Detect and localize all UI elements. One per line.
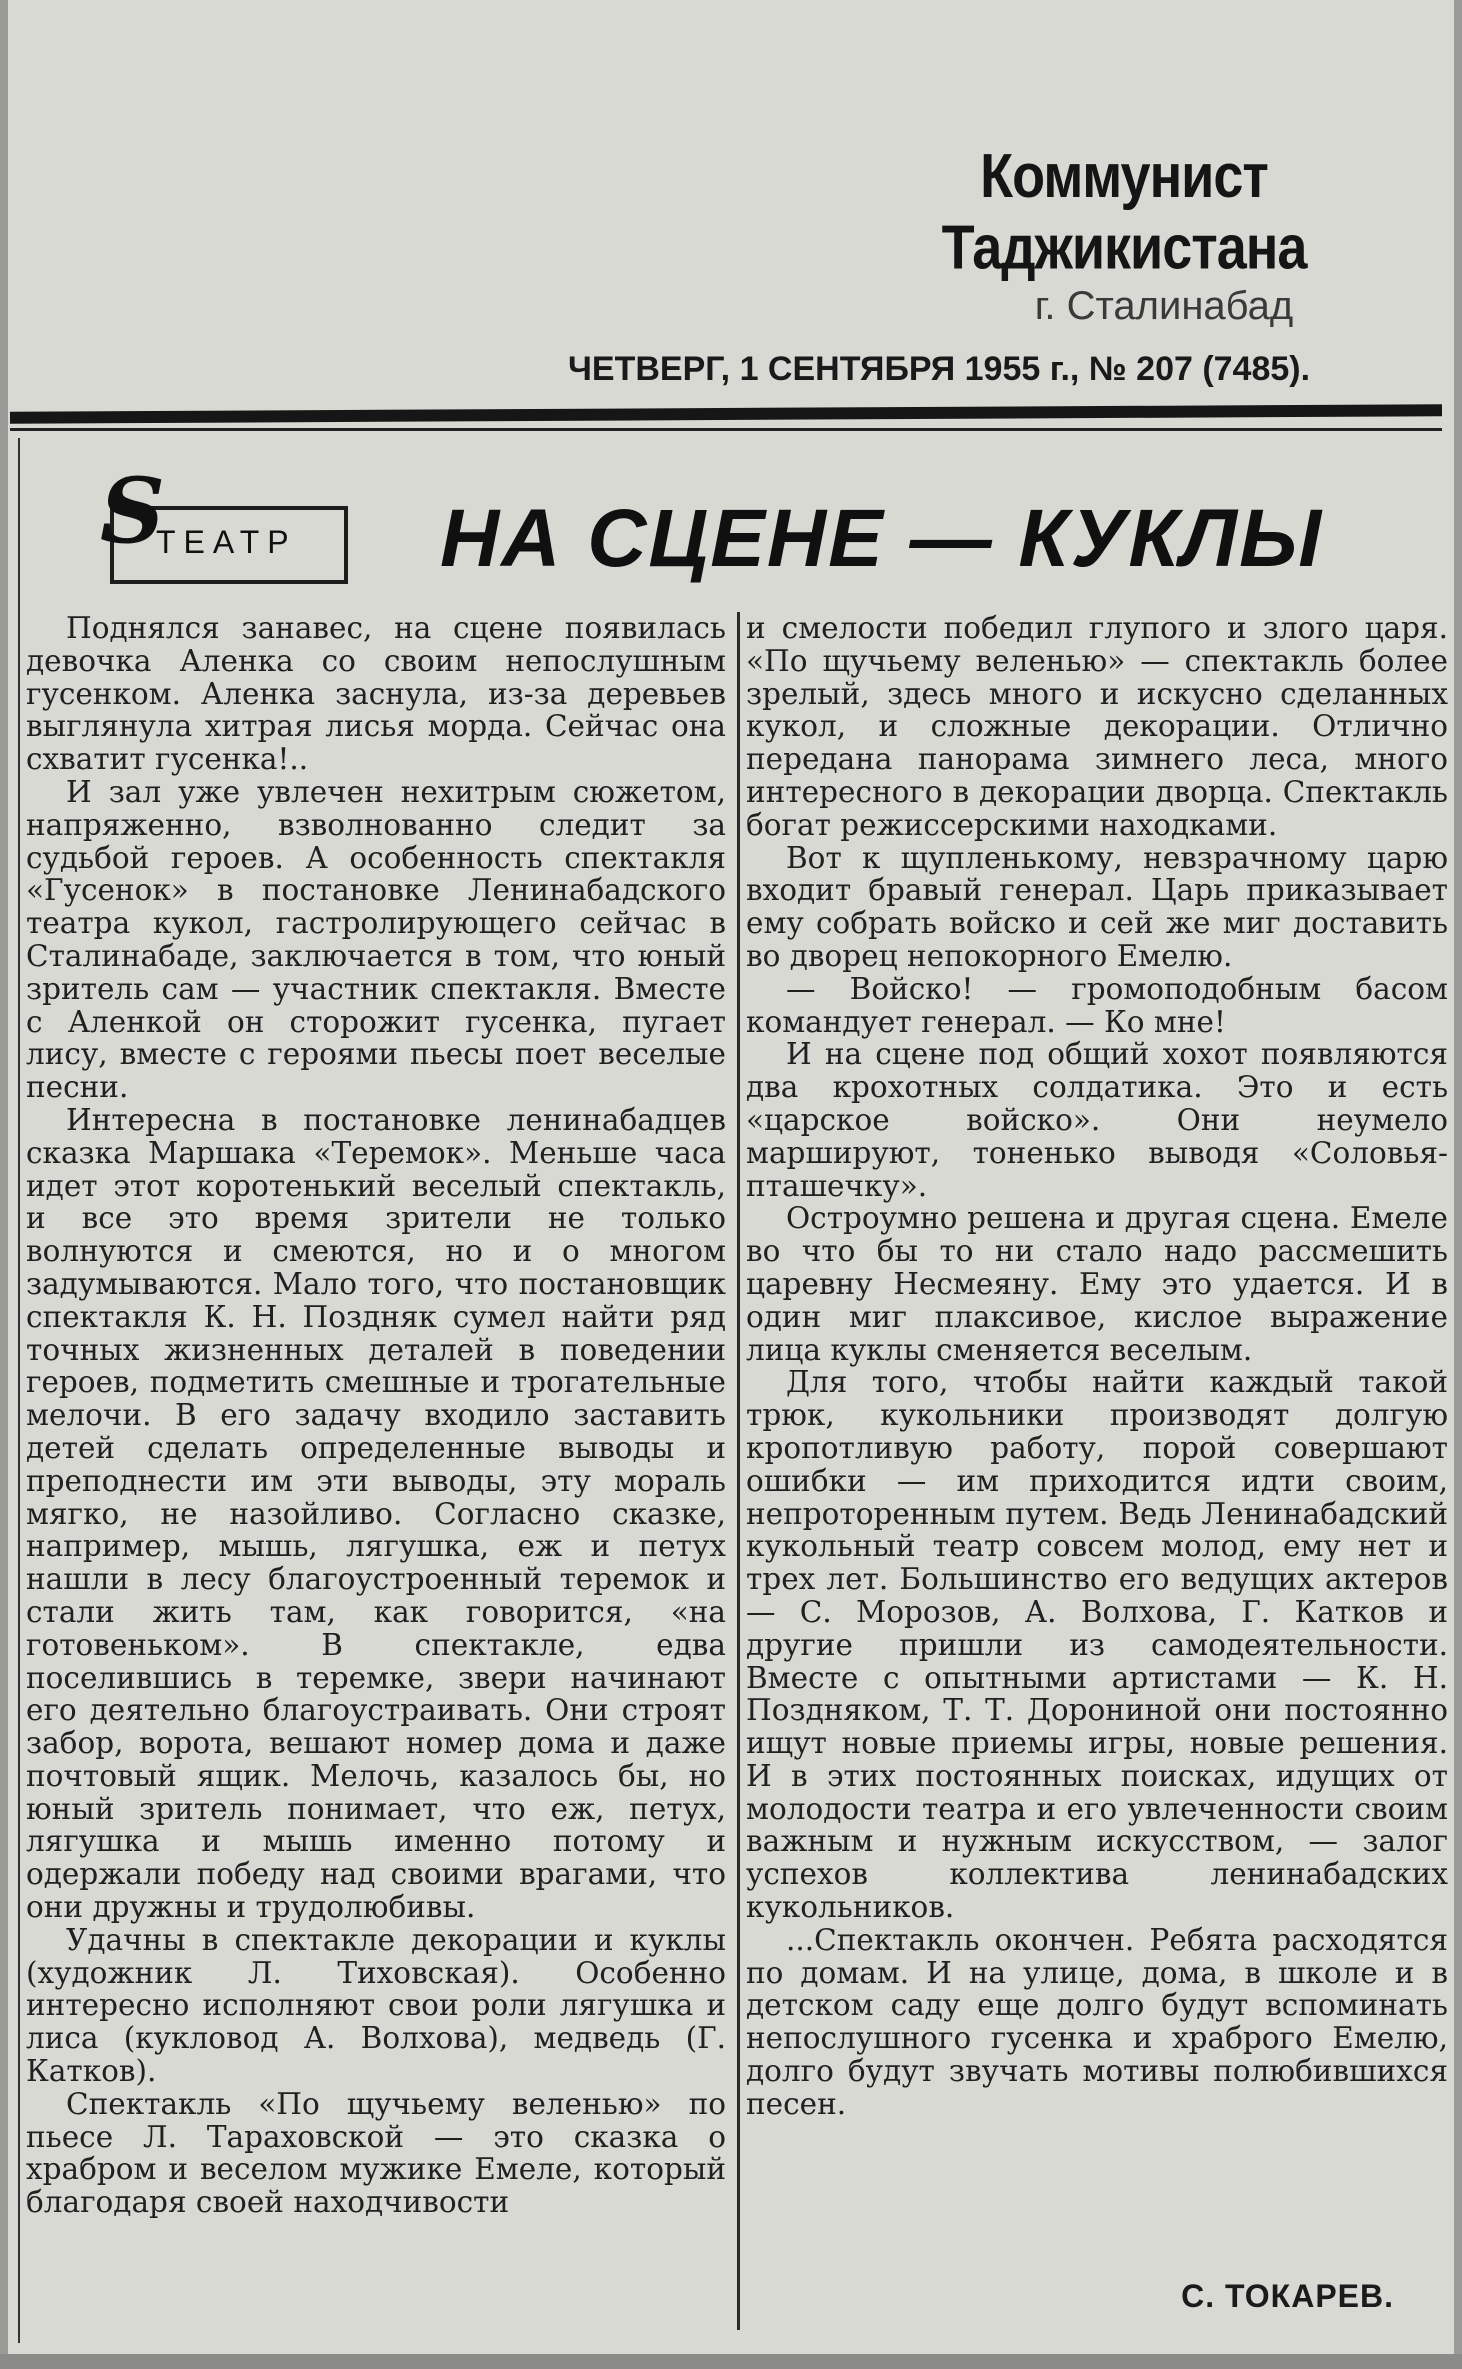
paragraph: Остроумно решена и другая сцена. Емеле во что бы то ни стало надо рассмешить царевну Несмеяну. Ему это удается. И в один миг плаксивое, кислое выражение лица куклы сменяется веселым. — [746, 1201, 1448, 1367]
newspaper-city: г. Сталинабад — [1034, 284, 1294, 328]
paragraph: Вот к щупленькому, невзрачному царю входит бравый генерал. Царь приказывает ему собрать войско и сей же миг доставить во дворец непокорного Емелю. — [746, 840, 1448, 973]
author-signature: С. ТОКАРЕВ. — [1181, 2278, 1394, 2314]
rubric-initial: S — [100, 458, 165, 564]
article-headline: НА СЦЕНЕ — КУКЛЫ — [440, 493, 1324, 584]
newspaper-name: Коммунист Таджикистана — [941, 141, 1307, 283]
rubric-badge — [100, 458, 350, 578]
paragraph: Для того, чтобы найти каждый такой трюк, кукольники производят долгую кропотливую работу, порой совершают ошибки — им приходится идти своим, непроторенным путем. Ведь Ленинабадский кукольный театр совсем молод, ему нет и трех лет. Большинство его ведущих актеров — С. Морозов, А. Волхова, Г. Катков и другие пришли из самодеятельности. Вместе с опытными артистами — К. Н. Поздняком, Т. Т. Дорониной они постоянно ищут новые приемы игры, новые решения. И в этих постоянных поисках, идущих от молодости театра и его увлеченности своим важным и нужным искусством, — залог успехов коллектива ленинабадских кукольников. — [746, 1365, 1448, 1925]
paragraph: Спектакль «По щучьему веленью» по пьесе Л. Тараховской — это сказка о храбром и веселом мужике Емеле, который благодаря своей находчивости — [26, 2086, 726, 2220]
paragraph: И на сцене под общий хохот появляются два крохотных солдатика. Это и есть «царское войско». Они неумело маршируют, тоненько выводя «Соловья-пташечку». — [746, 1037, 1448, 1203]
paragraph: Удачны в спектакле декорации и куклы (художник Л. Тиховская). Особенно интересно исполняют свои роли лягушка и лиса (кукловод А. Волхова), медведь (Г. Катков). — [26, 1922, 726, 2089]
newspaper-clipping — [8, 0, 1454, 2358]
paragraph: Поднялся занавес, на сцене появилась девочка Аленка со своим непослушным гусенком. Аленка заснула, из-за деревьев выглянула хитрая лисья морда. Сейчас она схватит гусенка!.. — [26, 611, 726, 777]
article-left-border — [18, 438, 20, 2343]
header-rule-thin — [10, 428, 1442, 431]
masthead — [824, 141, 1424, 329]
paragraph: ...Спектакль окончен. Ребята расходятся по домам. И на улице, дома, в школе и в детском саду еще долго будут вспоминать непослушного гусенка и храброго Емелю, долго будут звучать мотивы полюбившихся песен. — [746, 1922, 1448, 2121]
paragraph: — Войско! — громоподобным басом командует генерал. — Ко мне! — [746, 971, 1448, 1039]
paragraph: Интересна в постановке ленинабадцев сказка Маршака «Теремок». Меньше часа идет этот коротенький веселый спектакль, и все это время зрители не только волнуются и смеются, но и о многом задумываются. Мало того, что постановщик спектакля К. Н. Поздняк сумел найти ряд точных жизненных деталей в поведении героев, подметить смешные и трогательные мелочи. В его задачу входило заставить детей сделать определенные выводы и преподнести им эти выводы, эту мораль мягко, не назойливо. Согласно сказке, например, мышь, лягушка, еж и петух нашли в лесу благоустроенный теремок и стали жить там, как говорится, «на готовеньком». В спектакле, едва поселившись в теремке, звери начинают его деятельно благоустраивать. Они строят забор, ворота, вешают номер дома и даже почтовый ящик. Мелочь, казалось бы, но юный зритель понимает, что еж, петух, лягушка и мышь именно потому и одержали победу над своими врагами, что они дружны и трудолюбивы. — [26, 1102, 726, 1925]
article-column-left — [26, 612, 726, 2219]
rubric-label: ТЕАТР — [156, 524, 297, 560]
paragraph: и смелости победил глупого и злого царя. «По щучьему веленью» — спектакль более зрелый, здесь много и искусно сделанных кукол, и сложные декорации. Отлично передана панорама зимнего леса, много интересного в декорации дворца. Спектакль богат режиссерскими находками. — [746, 611, 1448, 842]
column-divider — [737, 612, 740, 2330]
scan-bottom-edge — [0, 2354, 1462, 2369]
article-column-right — [746, 612, 1448, 2121]
paragraph: И зал уже увлечен нехитрым сюжетом, напряженно, взволнованно следит за судьбой героев. А особенность спектакля «Гусенок» в постановке Ленинабадского театра кукол, гастролирующего сейчас в Сталинабаде, заключается в том, что юный зритель сам — участник спектакля. Вместе с Аленкой он сторожит гусенка, пугает лису, вместе с героями пьесы поет веселые песни. — [26, 774, 726, 1105]
header-rule — [10, 404, 1442, 423]
issue-dateline: ЧЕТВЕРГ, 1 СЕНТЯБРЯ 1955 г., № 207 (7485). — [568, 350, 1311, 388]
